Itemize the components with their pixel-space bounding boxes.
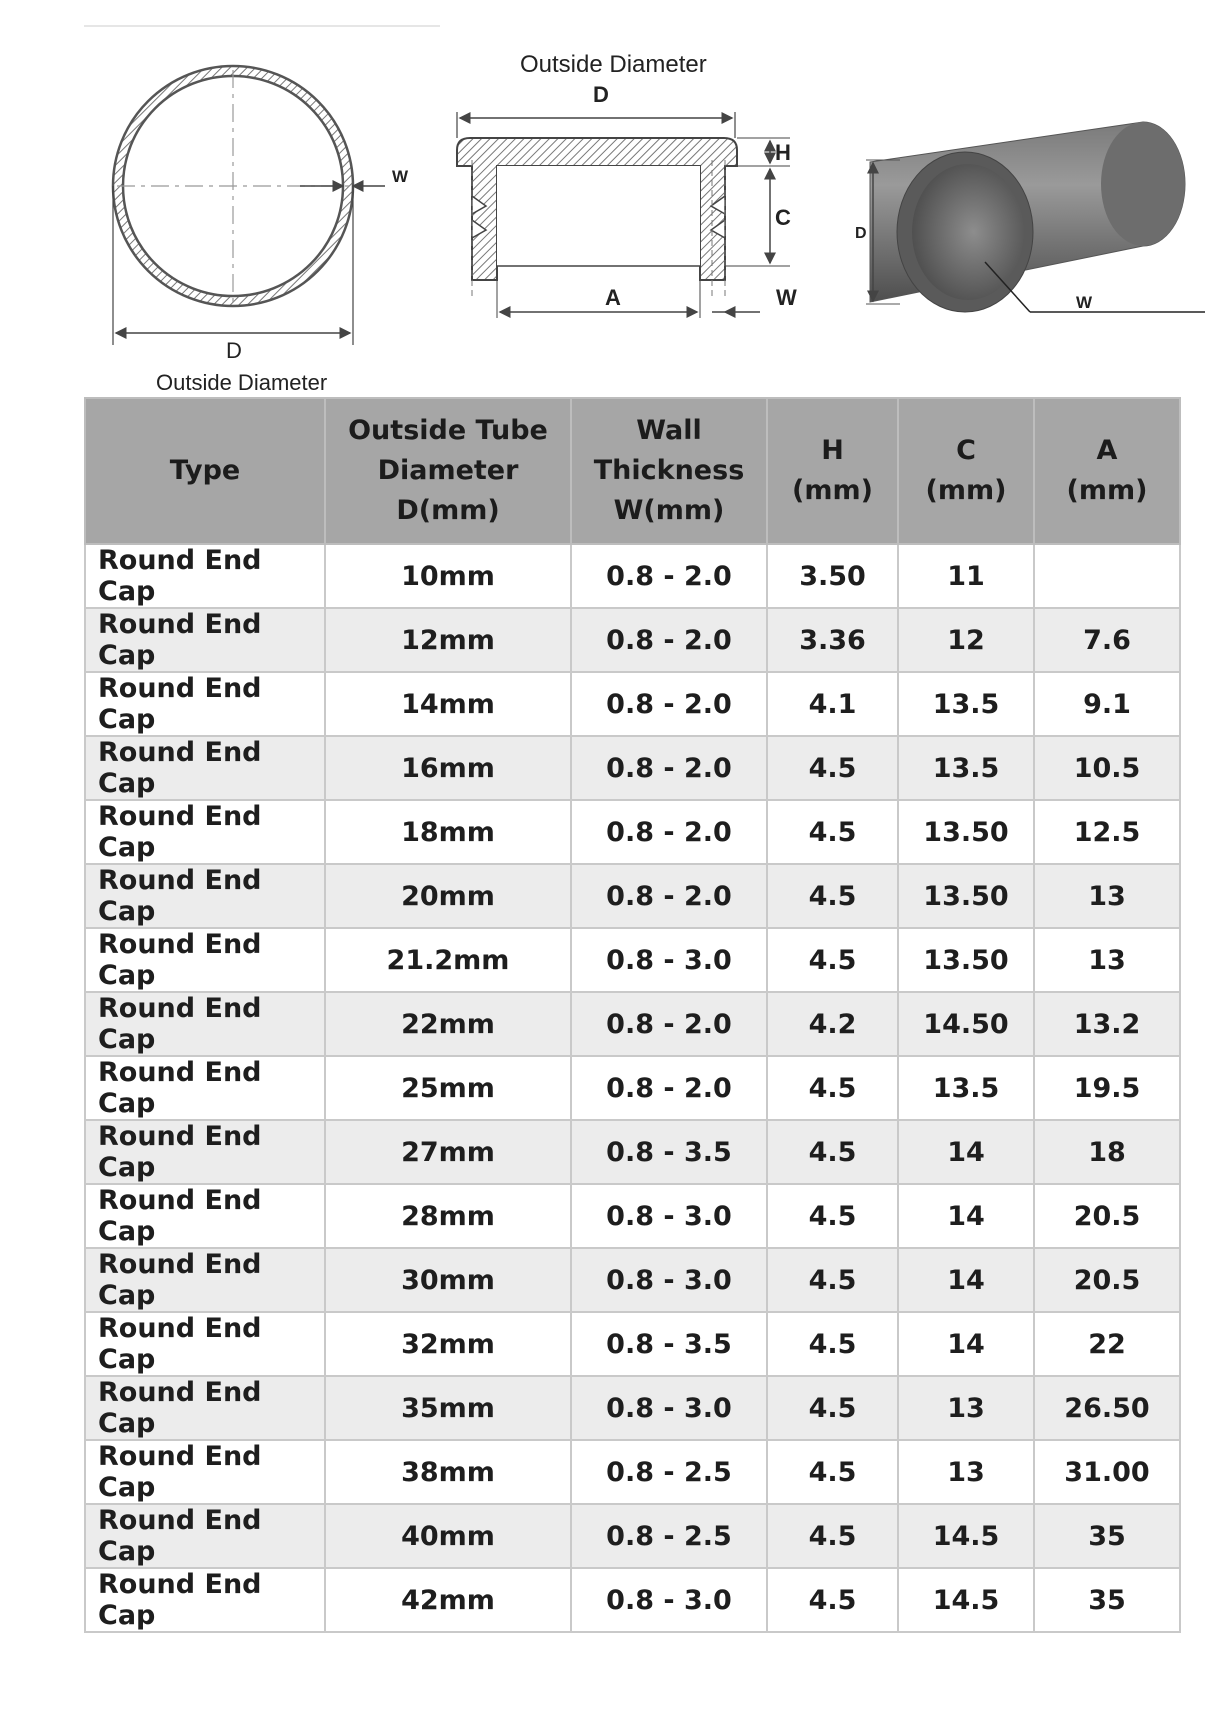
cell-diameter: 35mm — [325, 1376, 571, 1440]
table-row — [85, 1376, 1180, 1440]
table-row — [85, 1184, 1180, 1248]
ring-caption: Outside Diameter — [156, 370, 328, 395]
tube-diagram — [855, 122, 1205, 312]
cell-a: 13 — [1034, 864, 1180, 928]
cell-c: 14.5 — [898, 1504, 1034, 1568]
cell-diameter: 28mm — [325, 1184, 571, 1248]
cell-diameter: 16mm — [325, 736, 571, 800]
cell-a: 20.5 — [1034, 1184, 1180, 1248]
dimension-diagrams — [0, 0, 1214, 400]
cell-a: 18 — [1034, 1120, 1180, 1184]
cell-wall: 0.8 - 2.0 — [571, 992, 767, 1056]
cell-c: 13.50 — [898, 928, 1034, 992]
cap-diagram — [457, 51, 797, 318]
cell-a: 22 — [1034, 1312, 1180, 1376]
cell-diameter: 22mm — [325, 992, 571, 1056]
cell-c: 13 — [898, 1376, 1034, 1440]
cell-diameter: 27mm — [325, 1120, 571, 1184]
cap-w-label: W — [776, 285, 797, 310]
cell-wall: 0.8 - 2.0 — [571, 800, 767, 864]
cell-a: 10.5 — [1034, 736, 1180, 800]
cell-type: Round End Cap — [85, 1376, 325, 1440]
cell-diameter: 12mm — [325, 608, 571, 672]
cell-a: 35 — [1034, 1568, 1180, 1632]
cell-wall: 0.8 - 3.0 — [571, 1376, 767, 1440]
cell-type: Round End Cap — [85, 608, 325, 672]
ring-diagram — [84, 26, 440, 395]
cell-h: 4.5 — [767, 864, 898, 928]
cell-type: Round End Cap — [85, 1312, 325, 1376]
cell-h: 4.5 — [767, 928, 898, 992]
cell-c: 13.5 — [898, 1056, 1034, 1120]
cell-wall: 0.8 - 2.0 — [571, 544, 767, 608]
table-row — [85, 672, 1180, 736]
cell-a: 9.1 — [1034, 672, 1180, 736]
cell-diameter: 38mm — [325, 1440, 571, 1504]
cell-a: 35 — [1034, 1504, 1180, 1568]
cap-d-label: D — [593, 82, 609, 107]
table-body — [85, 544, 1180, 1632]
cell-type: Round End Cap — [85, 992, 325, 1056]
table-row — [85, 1440, 1180, 1504]
cell-diameter: 40mm — [325, 1504, 571, 1568]
cell-diameter: 14mm — [325, 672, 571, 736]
cell-wall: 0.8 - 3.5 — [571, 1312, 767, 1376]
cell-type: Round End Cap — [85, 1440, 325, 1504]
cell-c: 14 — [898, 1120, 1034, 1184]
cell-diameter: 20mm — [325, 864, 571, 928]
cell-h: 4.5 — [767, 1376, 898, 1440]
cell-type: Round End Cap — [85, 1120, 325, 1184]
header-diameter: Outside Tube Diameter D(mm) — [325, 398, 571, 544]
cell-type: Round End Cap — [85, 544, 325, 608]
cell-c: 12 — [898, 608, 1034, 672]
cell-h: 4.5 — [767, 800, 898, 864]
header-h: H (mm) — [767, 398, 898, 544]
table-row — [85, 1312, 1180, 1376]
cell-c: 14.5 — [898, 1568, 1034, 1632]
cell-c: 11 — [898, 544, 1034, 608]
cell-type: Round End Cap — [85, 1184, 325, 1248]
cell-wall: 0.8 - 2.0 — [571, 1056, 767, 1120]
table-row — [85, 992, 1180, 1056]
cell-type: Round End Cap — [85, 1056, 325, 1120]
cell-a: 26.50 — [1034, 1376, 1180, 1440]
header-a: A (mm) — [1034, 398, 1180, 544]
cell-wall: 0.8 - 3.5 — [571, 1120, 767, 1184]
cell-wall: 0.8 - 3.0 — [571, 1568, 767, 1632]
cap-c-label: C — [775, 205, 791, 230]
cell-wall: 0.8 - 2.0 — [571, 864, 767, 928]
cell-h: 4.1 — [767, 672, 898, 736]
cell-h: 4.5 — [767, 1120, 898, 1184]
cell-type: Round End Cap — [85, 1504, 325, 1568]
cell-wall: 0.8 - 2.0 — [571, 672, 767, 736]
cap-h-label: H — [775, 140, 791, 165]
cell-a: 31.00 — [1034, 1440, 1180, 1504]
header-c: C (mm) — [898, 398, 1034, 544]
cell-type: Round End Cap — [85, 928, 325, 992]
cell-diameter: 32mm — [325, 1312, 571, 1376]
cell-type: Round End Cap — [85, 800, 325, 864]
table-row — [85, 1504, 1180, 1568]
cell-h: 4.5 — [767, 1440, 898, 1504]
cell-c: 13.50 — [898, 864, 1034, 928]
cell-c: 14 — [898, 1248, 1034, 1312]
cell-h: 4.5 — [767, 1056, 898, 1120]
cell-type: Round End Cap — [85, 1568, 325, 1632]
cell-type: Round End Cap — [85, 864, 325, 928]
cap-caption: Outside Diameter — [520, 51, 707, 78]
table-row — [85, 1568, 1180, 1632]
cell-a: 13.2 — [1034, 992, 1180, 1056]
cell-type: Round End Cap — [85, 672, 325, 736]
cell-h: 4.5 — [767, 1568, 898, 1632]
cell-h: 4.5 — [767, 736, 898, 800]
cell-wall: 0.8 - 3.0 — [571, 1184, 767, 1248]
cell-wall: 0.8 - 2.0 — [571, 736, 767, 800]
cell-a: 13 — [1034, 928, 1180, 992]
table-row — [85, 544, 1180, 608]
cell-diameter: 18mm — [325, 800, 571, 864]
cell-h: 4.5 — [767, 1248, 898, 1312]
cell-c: 14 — [898, 1312, 1034, 1376]
table-header-row — [85, 398, 1180, 544]
cell-a — [1034, 544, 1180, 608]
table-row — [85, 800, 1180, 864]
cell-wall: 0.8 - 3.0 — [571, 928, 767, 992]
table-row — [85, 608, 1180, 672]
header-wall: Wall Thickness W(mm) — [571, 398, 767, 544]
cell-h: 3.36 — [767, 608, 898, 672]
cell-wall: 0.8 - 3.0 — [571, 1248, 767, 1312]
cell-wall: 0.8 - 2.5 — [571, 1440, 767, 1504]
table-row — [85, 928, 1180, 992]
cell-a: 19.5 — [1034, 1056, 1180, 1120]
cap-a-label: A — [605, 285, 621, 310]
cell-diameter: 21.2mm — [325, 928, 571, 992]
cell-h: 4.2 — [767, 992, 898, 1056]
cell-a: 7.6 — [1034, 608, 1180, 672]
cell-a: 12.5 — [1034, 800, 1180, 864]
cell-c: 13.5 — [898, 736, 1034, 800]
table-row — [85, 736, 1180, 800]
cell-c: 14.50 — [898, 992, 1034, 1056]
diagrams-svg — [0, 0, 1214, 400]
cell-h: 4.5 — [767, 1184, 898, 1248]
table-row — [85, 1056, 1180, 1120]
tube-d-label: D — [855, 225, 867, 242]
cell-wall: 0.8 - 2.0 — [571, 608, 767, 672]
ring-d-label: D — [226, 338, 242, 363]
tube-w-label: W — [1076, 293, 1093, 312]
cell-c: 14 — [898, 1184, 1034, 1248]
cell-h: 4.5 — [767, 1312, 898, 1376]
ring-w-label: W — [392, 167, 409, 186]
cell-a: 20.5 — [1034, 1248, 1180, 1312]
cell-type: Round End Cap — [85, 736, 325, 800]
cell-c: 13.50 — [898, 800, 1034, 864]
table-row — [85, 1120, 1180, 1184]
cell-h: 4.5 — [767, 1504, 898, 1568]
cell-diameter: 42mm — [325, 1568, 571, 1632]
end-cap-spec-table — [84, 397, 1181, 1633]
table-row — [85, 864, 1180, 928]
cell-c: 13.5 — [898, 672, 1034, 736]
cell-type: Round End Cap — [85, 1248, 325, 1312]
cell-wall: 0.8 - 2.5 — [571, 1504, 767, 1568]
header-type: Type — [85, 398, 325, 544]
cell-diameter: 30mm — [325, 1248, 571, 1312]
table-row — [85, 1248, 1180, 1312]
cell-c: 13 — [898, 1440, 1034, 1504]
cell-diameter: 25mm — [325, 1056, 571, 1120]
cell-diameter: 10mm — [325, 544, 571, 608]
cell-h: 3.50 — [767, 544, 898, 608]
